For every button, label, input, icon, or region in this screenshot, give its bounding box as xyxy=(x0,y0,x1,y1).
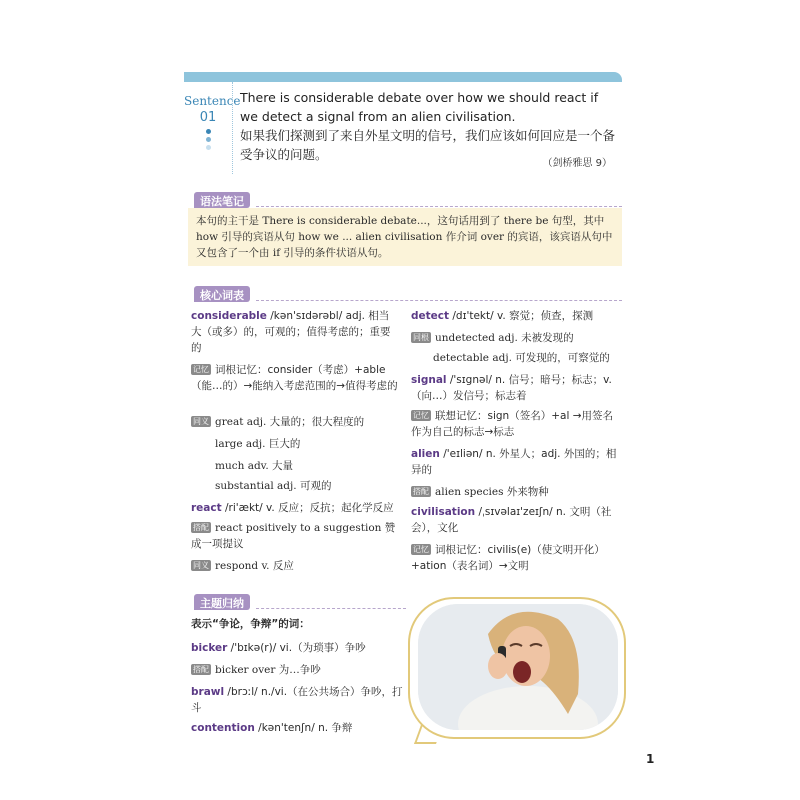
vocab-entry: alien /'eɪliən/ n. 外星人；adj. 外国的；相异的 xyxy=(411,448,617,476)
vocab-note: 同根 undetected adj. 未被发现的 xyxy=(413,332,574,344)
sentence-label-word: Sentence xyxy=(184,94,241,108)
sentence-english: There is considerable debate over how we should react if we detect a signal from an alien civilisation. xyxy=(240,90,599,124)
theme-entry: bicker /'bɪkə(r)/ vi.（为琐事）争吵 xyxy=(191,642,366,654)
sentence-box xyxy=(184,72,622,174)
theme-entry: brawl /brɔːl/ n./vi.（在公共场合）争吵，打斗 xyxy=(191,686,403,714)
woman-on-phone-illustration xyxy=(418,604,618,730)
sentence-label-number: 01 xyxy=(199,110,217,125)
collocation-tag: 搭配 xyxy=(193,665,209,674)
vocab-entry: detect /dɪ'tekt/ v. 察觉；侦查，探测 xyxy=(411,310,594,322)
vocab-entry: civilisation /ˌsɪvəlaɪ'zeɪʃn/ n. 文明（社会），文化 xyxy=(411,506,612,534)
vocab-note: substantial adj. 可观的 xyxy=(215,480,332,492)
sentence-source: （剑桥雅思 9） xyxy=(542,158,612,169)
dots-icon xyxy=(184,129,232,150)
collocation-tag: 搭配 xyxy=(193,523,209,532)
vocab-note: 搭配 react positively to a suggestion 赞成一项提议 xyxy=(191,522,396,550)
cognate-tag: 同根 xyxy=(413,333,429,342)
memory-tag: 记忆 xyxy=(413,545,429,554)
vocab-note: large adj. 巨大的 xyxy=(215,438,301,450)
vocab-note: 记忆 联想记忆：sign（签名）+al →用签名作为自己的标志→标志 xyxy=(411,410,613,438)
page-number: 1 xyxy=(646,752,655,766)
grammar-heading: 语法笔记 xyxy=(194,192,250,208)
memory-tag: 记忆 xyxy=(193,365,209,374)
vocab-divider xyxy=(256,300,622,301)
sentence-chinese: 如果我们探测到了来自外星文明的信号，我们应该如何回应是一个备受争议的问题。 xyxy=(240,128,616,162)
theme-intro: 表示“争论，争辩”的词： xyxy=(191,618,310,630)
vocab-note: 同义 great adj. 大量的；很大程度的 xyxy=(193,416,365,428)
theme-entry: contention /kən'tenʃn/ n. 争辩 xyxy=(191,722,353,734)
vocab-note: detectable adj. 可发现的，可察觉的 xyxy=(433,352,610,364)
synonym-tag: 同义 xyxy=(193,417,209,426)
theme-note: 搭配 bicker over 为…争吵 xyxy=(193,664,321,676)
vocab-entry: signal /'sɪgnəl/ n. 信号；暗号；标志；v.（向…）发信号；标志着 xyxy=(411,374,612,402)
sentence-label xyxy=(184,82,241,174)
sentence-top-bar xyxy=(184,72,622,82)
vocab-entry: react /ri'ækt/ v. 反应；反抗；起化学反应 xyxy=(191,502,394,514)
vocab-note: 记忆 词根记忆：consider（考虑）+able（能…的）→能纳入考虑范围的→值得考虑的 xyxy=(191,364,398,392)
memory-tag: 记忆 xyxy=(413,411,429,420)
arguing-woman-photo xyxy=(418,604,618,730)
collocation-tag: 搭配 xyxy=(413,487,429,496)
theme-heading: 主题归纳 xyxy=(194,594,250,610)
vocab-note: 同义 respond v. 反应 xyxy=(193,560,294,572)
synonym-tag: 同义 xyxy=(193,561,209,570)
grammar-divider xyxy=(256,206,622,207)
sentence-divider xyxy=(232,82,233,174)
theme-divider xyxy=(256,608,406,609)
grammar-note: 本句的主干是 There is considerable debate...，这句话用到了 there be 句型，其中 how 引导的宾语从句 how we ... alien civilisation 作介词 over 的宾语，该宾语从句中又包含了一个由 if 引导的条件状语从句。 xyxy=(188,208,622,266)
vocab-note: much adv. 大量 xyxy=(215,460,294,472)
vocab-heading: 核心词表 xyxy=(194,286,250,302)
vocab-note: 记忆 词根记忆：civilis(e)（使文明开化）+ation（表名词）→文明 xyxy=(411,544,605,572)
vocab-note: 搭配 alien species 外来物种 xyxy=(413,486,549,498)
vocab-entry: considerable /kən'sɪdərəbl/ adj. 相当大（或多）的，可观的；值得考虑的；重要的 xyxy=(191,310,391,354)
